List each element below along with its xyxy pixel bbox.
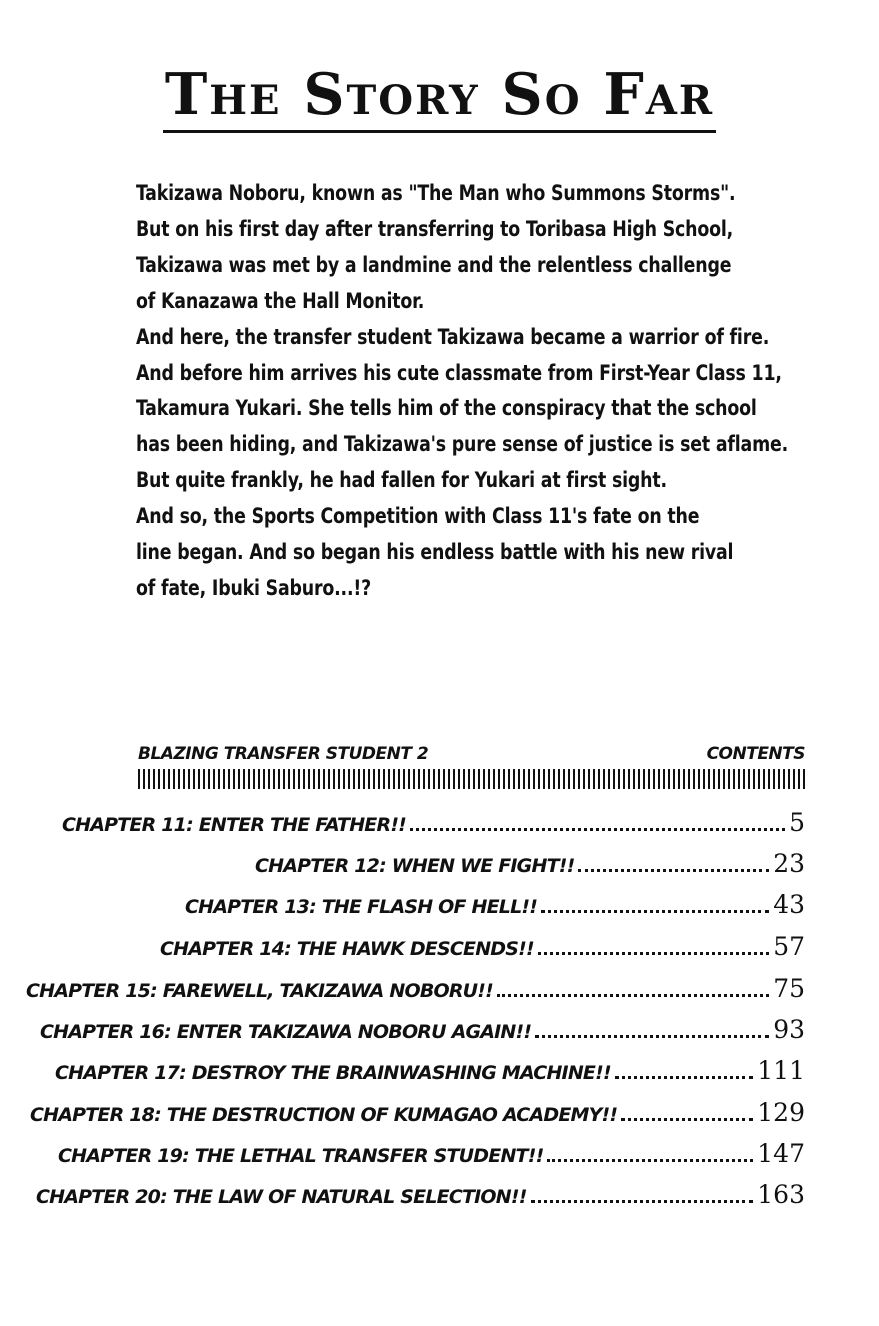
contents-heading: CONTENTS	[706, 744, 805, 764]
chapter-page-number: 5	[789, 808, 805, 837]
dot-leader	[531, 1199, 754, 1203]
summary-line: But on his first day after transferring to Toribasa High School,	[136, 216, 734, 241]
summary-line: Takizawa was met by a landmine and the relentless challenge	[136, 252, 732, 277]
summary-line: But quite frankly, he had fallen for Yukari at first sight.	[136, 468, 667, 493]
chapter-page-number: 163	[757, 1180, 805, 1209]
chapter-page-number: 147	[757, 1139, 805, 1168]
summary-line: And here, the transfer student Takizawa became a warrior of fire.	[136, 324, 770, 349]
chapter-page-number: 93	[773, 1015, 805, 1044]
toc-entry-chapter-20	[36, 1180, 805, 1214]
dot-leader	[578, 868, 769, 872]
dot-leader	[535, 1034, 769, 1038]
summary-line: And before him arrives his cute classmate from First-Year Class 11,	[136, 360, 782, 385]
chapter-page-number: 75	[773, 974, 805, 1003]
summary-line: line began. And so began his endless battle with his new rival	[136, 540, 734, 565]
toc-entry-chapter-12	[255, 849, 805, 883]
page-title: The Story So Far	[163, 62, 716, 133]
decorative-divider	[138, 769, 805, 789]
toc-entry-chapter-19	[58, 1139, 805, 1173]
toc-entry-chapter-15	[26, 974, 805, 1008]
chapter-title: CHAPTER 13: THE FLASH OF HELL!!	[185, 896, 538, 918]
contents-header	[138, 740, 805, 770]
toc-entry-chapter-18	[30, 1098, 805, 1132]
title-area	[0, 62, 879, 133]
dot-leader	[547, 1158, 753, 1162]
summary-line: Takamura Yukari. She tells him of the conspiracy that the school	[136, 396, 757, 421]
chapter-page-number: 111	[757, 1056, 805, 1085]
chapter-title: CHAPTER 19: THE LETHAL TRANSFER STUDENT!!	[58, 1145, 544, 1167]
chapter-title: CHAPTER 11: ENTER THE FATHER!!	[62, 814, 407, 836]
chapter-page-number: 43	[773, 890, 805, 919]
chapter-title: CHAPTER 20: THE LAW OF NATURAL SELECTION!!	[36, 1186, 527, 1208]
toc-entry-chapter-16	[40, 1015, 805, 1049]
dot-leader	[615, 1075, 753, 1079]
chapter-title: CHAPTER 12: WHEN WE FIGHT!!	[255, 855, 575, 877]
dot-leader	[621, 1117, 753, 1121]
toc-entry-chapter-14	[160, 932, 805, 966]
dot-leader	[410, 827, 785, 831]
chapter-title: CHAPTER 16: ENTER TAKIZAWA NOBORU AGAIN!!	[40, 1021, 532, 1043]
chapter-title: CHAPTER 14: THE HAWK DESCENDS!!	[160, 938, 534, 960]
toc-entry-chapter-11	[62, 808, 805, 842]
summary-line: has been hiding, and Takizawa's pure sense of justice is set aflame.	[136, 432, 789, 457]
summary-line: of Kanazawa the Hall Monitor.	[136, 288, 425, 313]
toc-entry-chapter-17	[55, 1056, 805, 1090]
chapter-page-number: 129	[757, 1098, 805, 1127]
dot-leader	[541, 909, 769, 913]
chapter-title: CHAPTER 18: THE DESTRUCTION OF KUMAGAO ACADEMY!!	[30, 1104, 618, 1126]
story-summary	[136, 176, 798, 607]
toc-entry-chapter-13	[185, 890, 805, 924]
chapter-page-number: 57	[773, 932, 805, 961]
chapter-title: CHAPTER 17: DESTROY THE BRAINWASHING MACHINE!!	[55, 1062, 611, 1084]
summary-line: of fate, Ibuki Saburo...!?	[136, 575, 372, 600]
summary-line: And so, the Sports Competition with Class 11's fate on the	[136, 504, 700, 529]
dot-leader	[538, 951, 769, 955]
chapter-page-number: 23	[773, 849, 805, 878]
book-title: BLAZING TRANSFER STUDENT 2	[138, 744, 429, 764]
dot-leader	[497, 993, 769, 997]
summary-line: Takizawa Noboru, known as "The Man who Summons Storms".	[136, 181, 736, 205]
chapter-title: CHAPTER 15: FAREWELL, TAKIZAWA NOBORU!!	[26, 980, 494, 1002]
